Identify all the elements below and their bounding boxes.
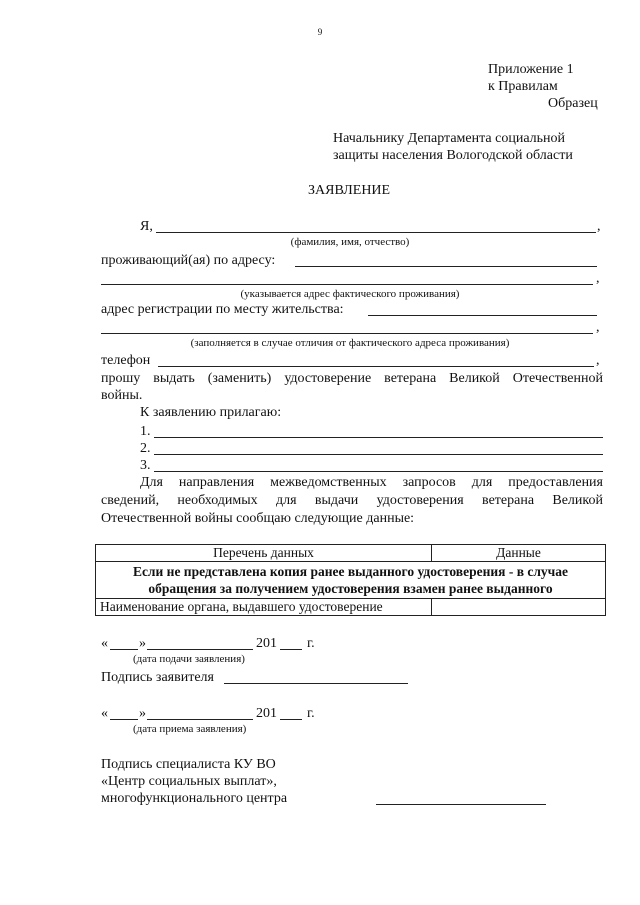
specialist-signature-field[interactable] bbox=[376, 804, 546, 805]
date-quote-close: » bbox=[139, 636, 146, 651]
data-table bbox=[95, 544, 606, 616]
year-prefix: 201 bbox=[256, 636, 277, 651]
request-line1: прошу выдать (заменить) удостоверение ветерана Великой Отечественной bbox=[101, 371, 603, 386]
sample-label: Образец bbox=[548, 96, 598, 111]
attach-item-field-2[interactable] bbox=[154, 454, 603, 455]
page-number: 9 bbox=[317, 27, 323, 37]
attach-label: К заявлению прилагаю: bbox=[140, 405, 282, 420]
actual-address-caption: (указывается адрес фактического проживания) bbox=[240, 288, 460, 300]
acceptance-date-caption: (дата приема заявления) bbox=[133, 723, 247, 735]
row-label-issuing-authority: Наименование органа, выдавшего удостоверение bbox=[96, 599, 432, 616]
i-label: Я, bbox=[140, 219, 153, 234]
date-quote-close: » bbox=[139, 706, 146, 721]
year-prefix: 201 bbox=[256, 706, 277, 721]
date-quote-open: « bbox=[101, 706, 108, 721]
document-title: ЗАЯВЛЕНИЕ bbox=[308, 183, 391, 198]
registration-caption: (заполняется в случае отличия от фактического адреса проживания) bbox=[190, 337, 510, 349]
comma: , bbox=[596, 271, 600, 286]
request-line2: войны. bbox=[101, 388, 143, 403]
submission-year-field[interactable] bbox=[280, 649, 302, 650]
addressee-line2: защиты населения Вологодской области bbox=[333, 148, 573, 163]
section-header bbox=[96, 562, 606, 599]
residing-address-field[interactable] bbox=[295, 266, 597, 267]
specialist-line3: многофункционального центра bbox=[101, 791, 288, 806]
section-header-line1: Если не представлена копия ранее выданного удостоверения - в случае bbox=[132, 564, 569, 579]
full-name-caption: (фамилия, имя, отчество) bbox=[290, 236, 410, 248]
attach-item-number: 1. bbox=[140, 424, 151, 439]
attach-item-field-1[interactable] bbox=[154, 437, 603, 438]
submission-month-field[interactable] bbox=[147, 649, 253, 650]
submission-day-field[interactable] bbox=[110, 649, 138, 650]
interagency-line3: Отечественной войны сообщаю следующие данные: bbox=[101, 511, 415, 526]
acceptance-year-field[interactable] bbox=[280, 719, 302, 720]
applicant-signature-label: Подпись заявителя bbox=[101, 670, 214, 685]
section-header-line2: обращения за получением удостоверения взамен ранее выданного bbox=[148, 581, 553, 596]
specialist-line2: «Центр социальных выплат», bbox=[101, 774, 277, 789]
acceptance-day-field[interactable] bbox=[110, 719, 138, 720]
submission-date-caption: (дата подачи заявления) bbox=[133, 653, 245, 665]
registration-label: адрес регистрации по месту жительства: bbox=[101, 302, 344, 317]
phone-field[interactable] bbox=[158, 366, 594, 367]
registration-address-field[interactable] bbox=[368, 315, 597, 316]
row-value-issuing-authority[interactable] bbox=[432, 599, 606, 616]
interagency-line1: Для направления межведомственных запросов для предоставления bbox=[140, 475, 603, 490]
applicant-signature-field[interactable] bbox=[224, 683, 408, 684]
date-quote-open: « bbox=[101, 636, 108, 651]
rules-label: к Правилам bbox=[488, 79, 558, 94]
full-name-field[interactable] bbox=[156, 232, 596, 233]
phone-label: телефон bbox=[101, 353, 151, 368]
attach-item-number: 2. bbox=[140, 441, 151, 456]
residing-address-field-2[interactable] bbox=[101, 284, 593, 285]
addressee-line1: Начальнику Департамента социальной bbox=[333, 131, 566, 146]
year-suffix: г. bbox=[307, 706, 315, 721]
acceptance-month-field[interactable] bbox=[147, 719, 253, 720]
comma: , bbox=[596, 353, 600, 368]
col-header-data-list: Перечень данных bbox=[96, 545, 432, 562]
appendix-label: Приложение 1 bbox=[488, 62, 574, 77]
registration-address-field-2[interactable] bbox=[101, 333, 593, 334]
year-suffix: г. bbox=[307, 636, 315, 651]
specialist-line1: Подпись специалиста КУ ВО bbox=[101, 757, 276, 772]
comma: , bbox=[596, 320, 600, 335]
residing-label: проживающий(ая) по адресу: bbox=[101, 253, 276, 268]
interagency-line2: сведений, необходимых для выдачи удостоверения ветерана Великой bbox=[101, 493, 603, 508]
col-header-data: Данные bbox=[432, 545, 606, 562]
attach-item-number: 3. bbox=[140, 458, 151, 473]
attach-item-field-3[interactable] bbox=[154, 471, 603, 472]
comma: , bbox=[597, 219, 601, 234]
